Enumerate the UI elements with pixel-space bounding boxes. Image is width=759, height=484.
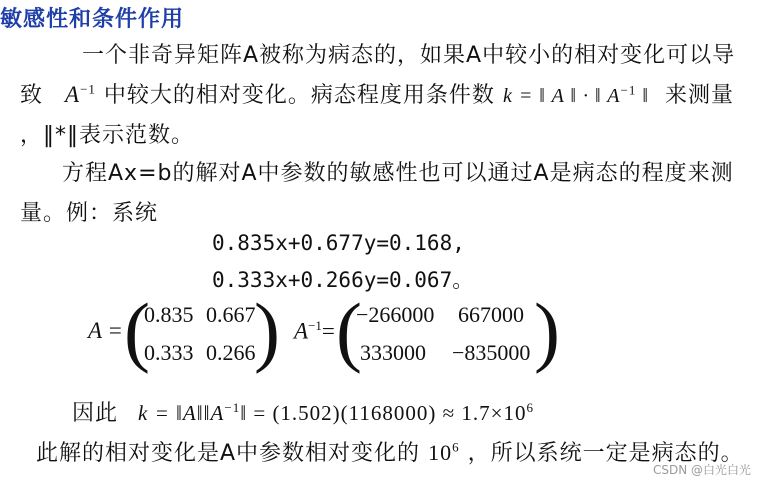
result-formula-sup: −1 [224,400,241,415]
left-paren: ( [336,287,362,374]
result-formula-text: k = ‖A‖‖A [138,401,225,425]
matrix-a-label: A = [88,318,123,343]
matrix-a-inverse-cell: −266000 [356,302,435,327]
conclusion-prefix: 因此 [72,401,119,426]
para2-line1: 方程Ax=b的解对A中参数的敏感性也可以通过A是病态的程度来测 [62,161,734,186]
matrix-a-cell: 0.835 [144,302,194,327]
conclusion-line [72,396,534,427]
result-formula-rest: ‖ = (1.502)(1168000) ≈ 1.7×10 [240,401,527,425]
para1-line2-mid: 中较大的相对变化。病态程度用条件数 [103,83,495,108]
equation-2: 0.333x+0.266y=0.067。 [212,268,474,292]
matrix-a-inverse [294,287,560,374]
final-sentence-post: ，所以系统一定是病态的。 [467,441,744,466]
final-sentence-pre: 此解的相对变化是A中参数相对变化的 [36,441,421,466]
a-inverse-symbol [65,82,96,107]
condition-number-formula [502,82,649,107]
watermark: CSDN @白光白光 [652,463,751,477]
right-paren: ) [534,287,560,374]
matrix-a-inverse-cell: 667000 [458,302,524,327]
final-sentence [36,436,744,467]
left-paren: ( [124,287,150,374]
condition-number-result [138,401,534,425]
equation-1: 0.835x+0.677y=0.168, [212,231,465,255]
cond-formula-exponent: −1 [620,82,637,98]
inverse-exponent: −1 [308,318,322,333]
a-symbol: A [65,82,81,107]
para1-line2-post: 来测量 [664,83,734,108]
right-paren: ) [254,287,280,374]
matrix-a-cell: 0.266 [206,340,256,365]
para1-line1: 一个非奇异矩阵A被称为病态的，如果A中较小的相对变化可以导 [82,43,736,68]
section-heading: 敏感性和条件作用 [0,7,185,32]
para1-line3: ，‖*‖表示范数。 [20,123,195,148]
para1-line2 [20,78,734,109]
matrix-a-inverse-cell: −835000 [452,340,531,365]
para2-line2: 量。例：系统 [20,201,159,226]
matrix-a-cell: 0.667 [206,302,256,327]
power-exponent: 6 [452,439,460,455]
equals-sign: = [321,318,335,344]
matrix-a-inverse-label [294,318,335,345]
a-symbol: A [294,318,309,344]
cond-formula-text: k = ‖ A ‖ · ‖ A [502,85,621,107]
matrix-a [88,287,280,374]
power-base: 10 [428,440,453,465]
cond-formula-end: ‖ [636,85,649,107]
inverse-exponent: −1 [80,81,96,97]
matrix-a-inverse-cell: 333000 [360,340,426,365]
matrix-a-cell: 0.333 [144,340,194,365]
para1-line2-pre: 致 [20,83,44,108]
power-of-ten [428,440,460,465]
result-formula-exp: 6 [526,400,535,415]
